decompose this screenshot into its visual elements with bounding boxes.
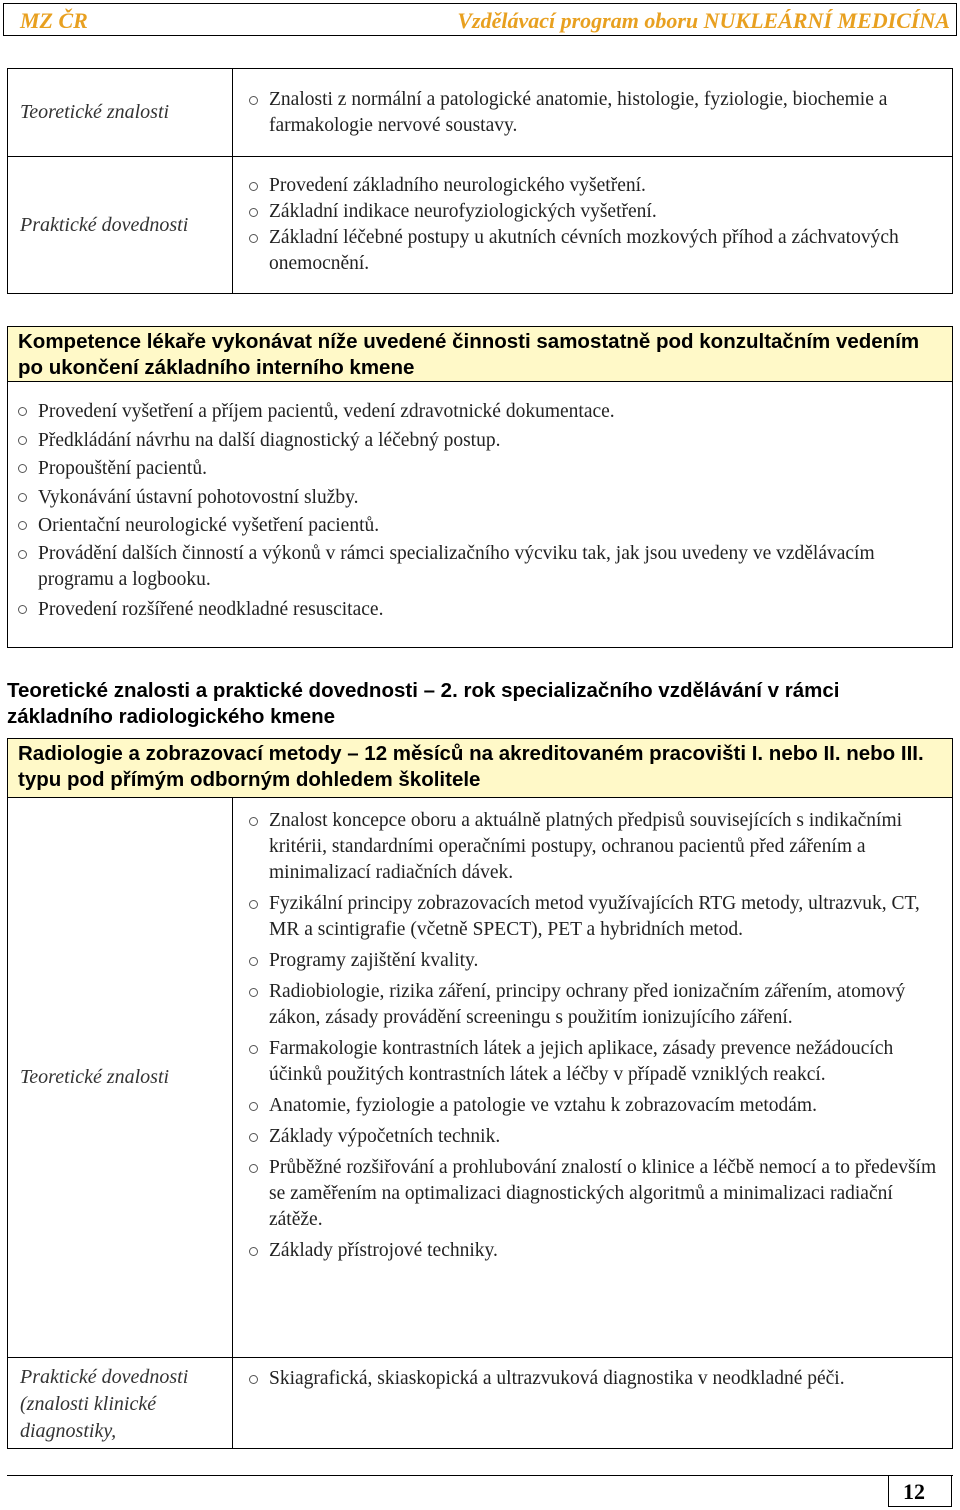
list-item: Provedení rozšířené neodkladné resuscitace. — [8, 596, 942, 625]
row-label: Teoretické znalosti — [8, 798, 233, 1358]
list-item: Vykonávání ústavní pohotovostní služby. — [8, 484, 942, 513]
row-content — [233, 1358, 953, 1449]
table-row — [8, 157, 953, 294]
list-item: Znalosti z normální a patologické anatomie, histologie, fyziologie, biochemie a farmakologie nervové soustavy. — [239, 87, 942, 139]
list-item: Základy výpočetních technik. — [239, 1124, 940, 1150]
table-row — [8, 1358, 953, 1449]
top-table — [7, 68, 953, 294]
list-item: Propouštění pacientů. — [8, 455, 942, 484]
section-title: Teoretické znalosti a praktické dovednosti – 2. rok specializačního vzdělávání v rámci základního radiologického kmene — [7, 679, 840, 728]
competence-title: Kompetence lékaře vykonávat níže uvedené činnosti samostatně pod konzultačním vedením po ukončení základního interního kmene — [7, 326, 953, 382]
row-label: Praktické dovednosti — [8, 157, 233, 294]
list-item: Znalost koncepce oboru a aktuálně platných předpisů souvisejících s indikačními kritérii, standardními operačními postupy, ochranou pacientů před zářením a minimalizací radiačních dávek. — [239, 808, 940, 886]
list-item: Radiobiologie, rizika záření, principy ochrany před ionizačním zářením, atomový zákon, zásady provádění screeningu s použitím ionizujícího záření. — [239, 979, 940, 1031]
row-content — [233, 157, 953, 294]
list-item: Základní léčebné postupy u akutních cévních mozkových příhod a záchvatových onemocnění. — [239, 225, 942, 277]
bottom-table — [7, 797, 953, 1449]
list-item: Anatomie, fyziologie a patologie ve vztahu k zobrazovacím metodám. — [239, 1093, 940, 1119]
row-label: Praktické dovednosti (znalosti klinické diagnostiky, — [8, 1358, 233, 1449]
list-item: Předkládání návrhu na další diagnostický a léčebný postup. — [8, 427, 942, 456]
list-item: Provedení základního neurologického vyšetření. — [239, 173, 942, 199]
list-item: Farmakologie kontrastních látek a jejich aplikace, zásady prevence nežádoucích účinků použitých kontrastních látek a léčby v případě vzniklých reakcí. — [239, 1036, 940, 1088]
list-item: Provedení vyšetření a příjem pacientů, vedení zdravotnické dokumentace. — [8, 398, 942, 427]
table-row — [8, 798, 953, 1358]
row-content — [233, 798, 953, 1358]
header-ministry: MZ ČR — [20, 8, 88, 33]
page-number: 12 — [888, 1475, 952, 1507]
list-item: Orientační neurologické vyšetření pacientů. — [8, 512, 942, 541]
rotation-title: Radiologie a zobrazovací metody – 12 měsíců na akreditovaném pracovišti I. nebo II. nebo III. typu pod přímým odborným dohledem školitele — [7, 738, 953, 798]
list-item: Průběžné rozšiřování a prohlubování znalostí o klinice a léčbě nemocí a to především se zaměřením na optimalizaci diagnostických algoritmů a minimalizaci radiační zátěže. — [239, 1155, 940, 1233]
list-item: Základy přístrojové techniky. — [239, 1238, 940, 1264]
list-item: Programy zajištění kvality. — [239, 948, 940, 974]
header-document-title: Vzdělávací program oboru NUKLEÁRNÍ MEDICÍNA — [457, 8, 950, 33]
list-item: Provádění dalších činností a výkonů v rámci specializačního výcviku tak, jak jsou uvedeny ve vzdělávacím programu a logbooku. — [8, 541, 942, 593]
row-content — [233, 69, 953, 157]
table-row — [8, 69, 953, 157]
list-item: Fyzikální principy zobrazovacích metod využívajících RTG metody, ultrazvuk, CT, MR a scintigrafie (včetně SPECT), PET a hybridních metod. — [239, 891, 940, 943]
row-label: Teoretické znalosti — [8, 69, 233, 157]
list-item: Skiagrafická, skiaskopická a ultrazvuková diagnostika v neodkladné péči. — [239, 1366, 940, 1392]
competence-list-box — [7, 381, 953, 648]
list-item: Základní indikace neurofyziologických vyšetření. — [239, 199, 942, 225]
footer-divider — [7, 1475, 953, 1476]
page-header — [3, 3, 957, 36]
